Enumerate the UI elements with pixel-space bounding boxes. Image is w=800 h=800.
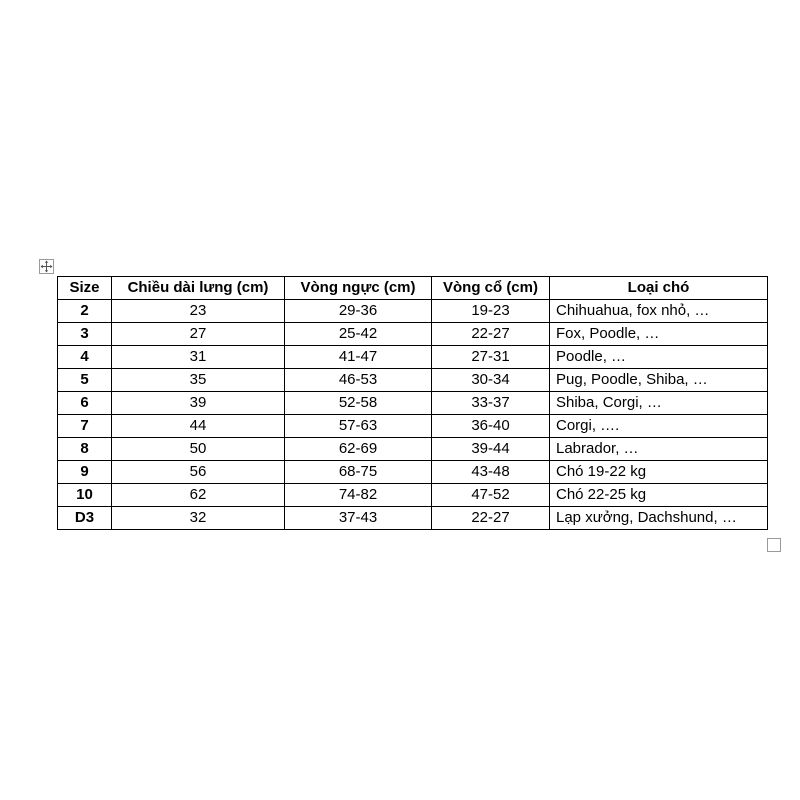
cell-breed: Fox, Poodle, … — [550, 323, 768, 346]
cell-neck: 19-23 — [432, 300, 550, 323]
header-neck: Vòng cổ (cm) — [432, 277, 550, 300]
table-resize-handle[interactable] — [767, 538, 781, 552]
table-body — [58, 300, 768, 530]
table-header — [58, 277, 768, 300]
cell-chest: 29-36 — [285, 300, 432, 323]
cell-back-length: 50 — [112, 438, 285, 461]
header-breed: Loại chó — [550, 277, 768, 300]
cell-back-length: 31 — [112, 346, 285, 369]
cell-neck: 22-27 — [432, 507, 550, 530]
table-row — [58, 369, 768, 392]
cell-neck: 43-48 — [432, 461, 550, 484]
cell-size: D3 — [58, 507, 112, 530]
cell-neck: 36-40 — [432, 415, 550, 438]
cell-breed: Pug, Poodle, Shiba, … — [550, 369, 768, 392]
header-chest: Vòng ngực (cm) — [285, 277, 432, 300]
cell-back-length: 32 — [112, 507, 285, 530]
table-row — [58, 392, 768, 415]
cell-breed: Lạp xưởng, Dachshund, … — [550, 507, 768, 530]
cell-chest: 25-42 — [285, 323, 432, 346]
table-row — [58, 415, 768, 438]
cell-chest: 46-53 — [285, 369, 432, 392]
header-back-length: Chiều dài lưng (cm) — [112, 277, 285, 300]
cell-neck: 22-27 — [432, 323, 550, 346]
cell-chest: 68-75 — [285, 461, 432, 484]
cell-neck: 27-31 — [432, 346, 550, 369]
table-row — [58, 300, 768, 323]
cell-back-length: 62 — [112, 484, 285, 507]
cell-breed: Chó 22-25 kg — [550, 484, 768, 507]
cell-breed: Poodle, … — [550, 346, 768, 369]
cell-breed: Labrador, … — [550, 438, 768, 461]
cell-neck: 30-34 — [432, 369, 550, 392]
table-row — [58, 438, 768, 461]
cell-neck: 47-52 — [432, 484, 550, 507]
cell-breed: Corgi, …. — [550, 415, 768, 438]
cell-chest: 62-69 — [285, 438, 432, 461]
cell-back-length: 27 — [112, 323, 285, 346]
cell-size: 4 — [58, 346, 112, 369]
cell-neck: 33-37 — [432, 392, 550, 415]
cell-breed: Chó 19-22 kg — [550, 461, 768, 484]
table-row — [58, 346, 768, 369]
table-row — [58, 461, 768, 484]
cell-size: 8 — [58, 438, 112, 461]
cell-chest: 52-58 — [285, 392, 432, 415]
table-row — [58, 507, 768, 530]
cell-size: 2 — [58, 300, 112, 323]
table-row — [58, 484, 768, 507]
table-move-handle[interactable] — [39, 259, 54, 274]
size-table — [57, 276, 768, 530]
cell-breed: Shiba, Corgi, … — [550, 392, 768, 415]
cell-neck: 39-44 — [432, 438, 550, 461]
cell-back-length: 23 — [112, 300, 285, 323]
cell-size: 3 — [58, 323, 112, 346]
cell-size: 9 — [58, 461, 112, 484]
table-row — [58, 323, 768, 346]
cell-chest: 41-47 — [285, 346, 432, 369]
cell-size: 7 — [58, 415, 112, 438]
cell-back-length: 35 — [112, 369, 285, 392]
cell-back-length: 56 — [112, 461, 285, 484]
cell-chest: 57-63 — [285, 415, 432, 438]
cell-chest: 37-43 — [285, 507, 432, 530]
cell-size: 10 — [58, 484, 112, 507]
cell-breed: Chihuahua, fox nhỏ, … — [550, 300, 768, 323]
cell-size: 6 — [58, 392, 112, 415]
header-row — [58, 277, 768, 300]
header-size: Size — [58, 277, 112, 300]
cell-back-length: 44 — [112, 415, 285, 438]
cell-size: 5 — [58, 369, 112, 392]
cell-chest: 74-82 — [285, 484, 432, 507]
move-arrows-icon — [40, 260, 53, 273]
cell-back-length: 39 — [112, 392, 285, 415]
